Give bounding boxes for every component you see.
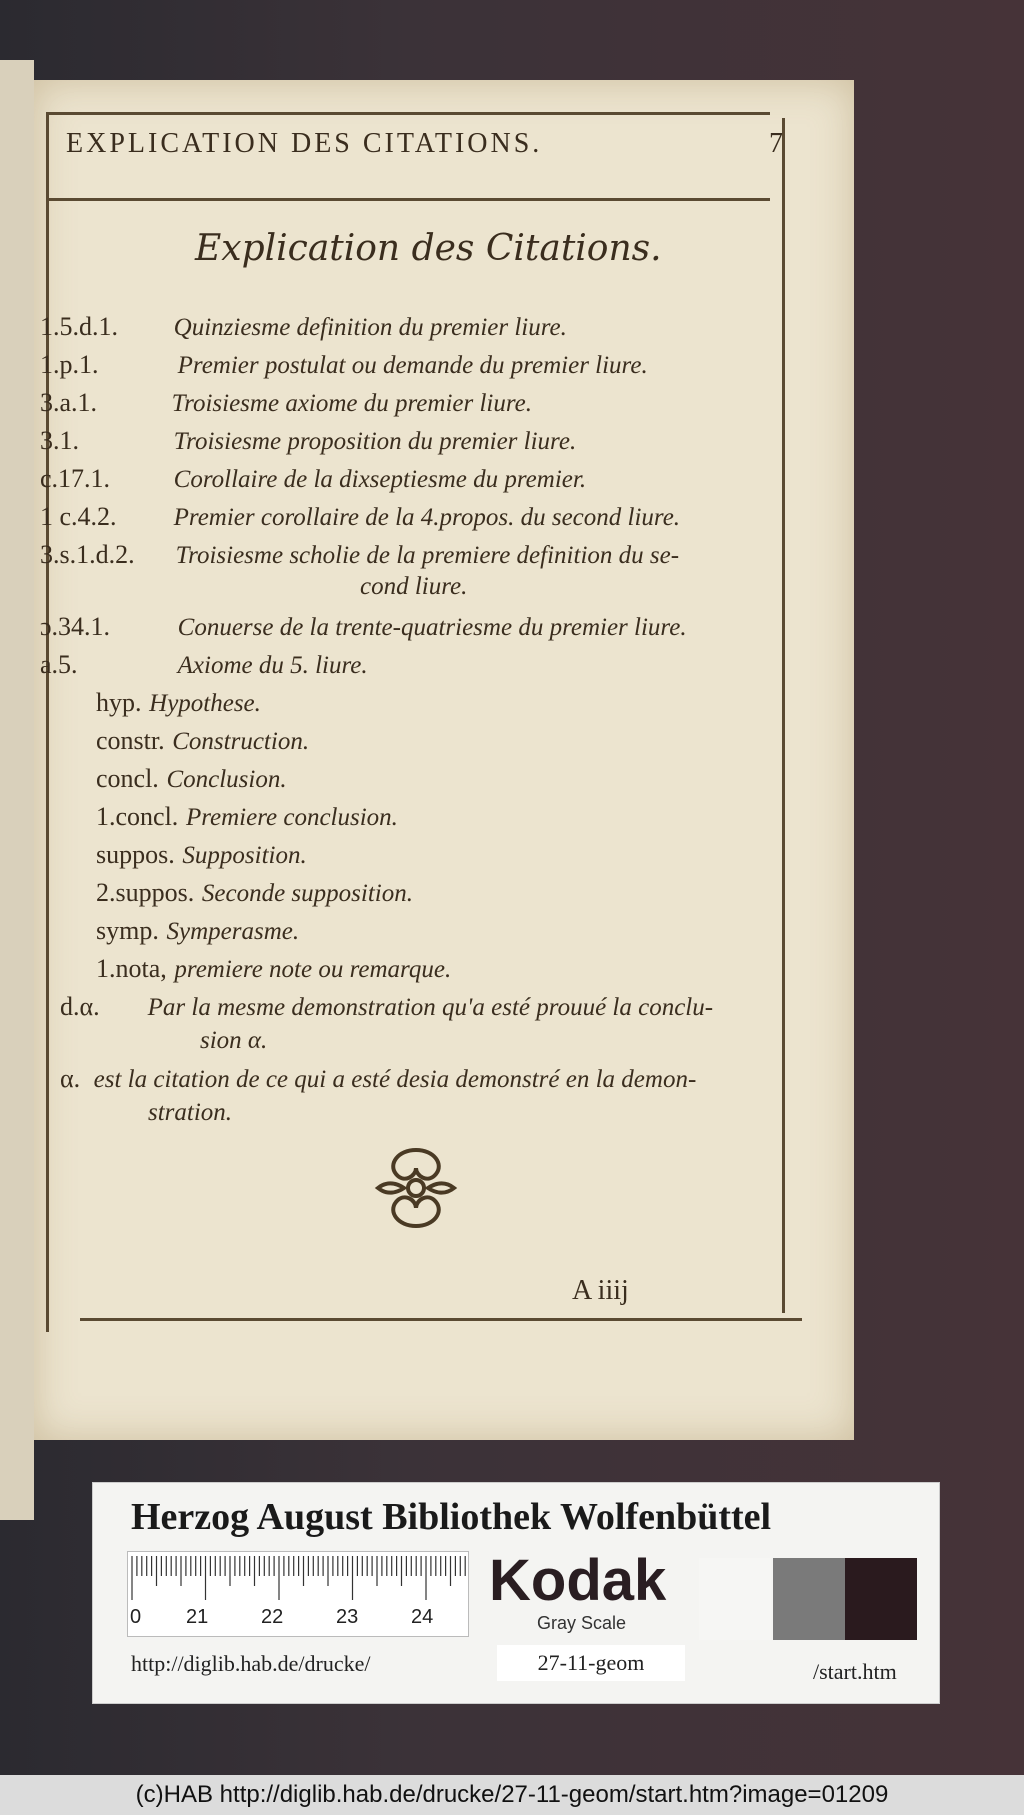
frame-left-rule: [46, 112, 49, 1332]
entry-definition-continuation: cond liure.: [360, 573, 468, 600]
entry-definition: Seconde supposition.: [201, 880, 413, 907]
page-title: Explication des Citations.: [195, 228, 662, 269]
entry-abbreviation: c.17.1.: [40, 464, 111, 493]
url-document-id: 27-11-geom: [497, 1645, 685, 1681]
list-item: [60, 992, 713, 1022]
entry-definition: Conuerse de la trente-quatriesme du premier liure.: [177, 614, 687, 641]
previous-page-edge: [0, 60, 34, 1520]
entry-abbreviation: hyp.: [96, 688, 142, 717]
entry-abbreviation: 1 c.4.2.: [40, 502, 117, 531]
entry-abbreviation: α.: [60, 1064, 81, 1093]
ruler: [127, 1551, 469, 1637]
black-swatch: [845, 1558, 917, 1640]
brand-logo: Kodak: [489, 1548, 667, 1613]
frame-bottom-rule: [80, 1318, 802, 1321]
running-header-text: EXPLICATION DES CITATIONS.: [66, 128, 543, 159]
ruler-label: 22: [261, 1606, 284, 1628]
entry-definition: Supposition.: [182, 842, 307, 869]
white-swatch: [699, 1558, 771, 1640]
brand-subtitle: Gray Scale: [537, 1613, 627, 1633]
page-number: 7: [769, 128, 786, 159]
list-item-continuation: [360, 572, 467, 601]
ruler-ticks: [128, 1552, 468, 1602]
entry-definition: Hypothese.: [149, 690, 261, 717]
list-item: [96, 802, 398, 832]
gray-swatch: [773, 1558, 845, 1640]
entry-abbreviation: 3.s.1.d.2.: [40, 540, 135, 569]
entry-abbreviation: suppos.: [96, 840, 175, 869]
entry-definition: Quinziesme definition du premier liure.: [173, 314, 567, 341]
ruler-label: 0: [130, 1606, 142, 1628]
list-item-continuation: [200, 1026, 267, 1055]
library-name: Herzog August Bibliothek Wolfenbüttel: [131, 1496, 772, 1538]
list-item: [40, 350, 648, 380]
entry-abbreviation: a.5.: [40, 650, 78, 679]
entry-abbreviation: d.α.: [60, 992, 100, 1021]
entry-definition-continuation: stration.: [148, 1099, 233, 1126]
ruler-label: 24: [411, 1606, 434, 1628]
list-item: [40, 312, 567, 342]
list-item: [40, 650, 368, 680]
list-item: [96, 764, 287, 794]
ruler-label: 23: [336, 1606, 359, 1628]
list-item: [96, 688, 261, 718]
running-header: [66, 128, 786, 160]
entry-abbreviation: 1.nota,: [96, 954, 167, 983]
entry-abbreviation: 1.5.d.1.: [40, 312, 118, 341]
list-item: [40, 388, 532, 418]
entry-definition: Conclusion.: [166, 766, 287, 793]
entry-definition-continuation: sion α.: [200, 1027, 268, 1054]
signature-mark: A iiij: [572, 1275, 629, 1306]
entry-definition: Premier postulat ou demande du premier liure.: [177, 352, 648, 379]
entry-definition: Premier corollaire de la 4.propos. du second liure.: [173, 504, 681, 531]
list-item: [96, 726, 309, 756]
printers-ornament: [368, 1140, 464, 1236]
entry-abbreviation: 3.a.1.: [40, 388, 98, 417]
frame-right-rule: [782, 118, 785, 1313]
entry-definition: est la citation de ce qui a esté desia demonstré en la demon-: [93, 1066, 697, 1093]
entry-abbreviation: 2.suppos.: [96, 878, 195, 907]
entry-definition: Axiome du 5. liure.: [177, 652, 368, 679]
url-base: http://diglib.hab.de/drucke/: [131, 1651, 371, 1676]
list-item: [96, 878, 413, 908]
entry-definition: Troisiesme axiome du premier liure.: [171, 390, 533, 417]
entry-abbreviation: constr.: [96, 726, 165, 755]
list-item: [96, 840, 307, 870]
entry-definition: Construction.: [172, 728, 310, 755]
list-item: [40, 540, 679, 570]
entry-definition: Corollaire de la dixseptiesme du premier.: [173, 466, 587, 493]
entry-abbreviation: symp.: [96, 916, 159, 945]
url-suffix: /start.htm: [813, 1659, 897, 1684]
list-item-continuation: [148, 1098, 232, 1127]
entry-abbreviation: 1.concl.: [96, 802, 179, 831]
entry-abbreviation: 1.p.1.: [40, 350, 99, 379]
entry-definition: premiere note ou remarque.: [174, 956, 452, 983]
color-calibration-card: [92, 1482, 940, 1704]
list-item: [96, 916, 299, 946]
list-item: [40, 502, 680, 532]
list-item: [40, 426, 576, 456]
entry-definition: Troisiesme proposition du premier liure.: [173, 428, 577, 455]
entry-abbreviation: ɔ.34.1.: [40, 612, 111, 641]
list-item: [60, 1064, 696, 1094]
entry-abbreviation: concl.: [96, 764, 159, 793]
ruler-label: 21: [186, 1606, 209, 1628]
list-item: [96, 954, 451, 984]
entry-definition: Troisiesme scholie de la premiere definition du se-: [175, 542, 680, 569]
entry-definition: Premiere conclusion.: [185, 804, 398, 831]
list-item: [40, 612, 687, 642]
header-under-rule: [46, 198, 770, 201]
copyright-footer: (c)HAB http://diglib.hab.de/drucke/27-11-geom/start.htm?image=01209: [0, 1775, 1024, 1815]
list-item: [40, 464, 586, 494]
entry-definition: Par la mesme demonstration qu'a esté prouué la conclu-: [147, 994, 714, 1021]
frame-top-rule: [46, 112, 770, 115]
entry-abbreviation: 3.1.: [40, 426, 79, 455]
book-page: [34, 80, 854, 1440]
entry-definition: Symperasme.: [166, 918, 300, 945]
